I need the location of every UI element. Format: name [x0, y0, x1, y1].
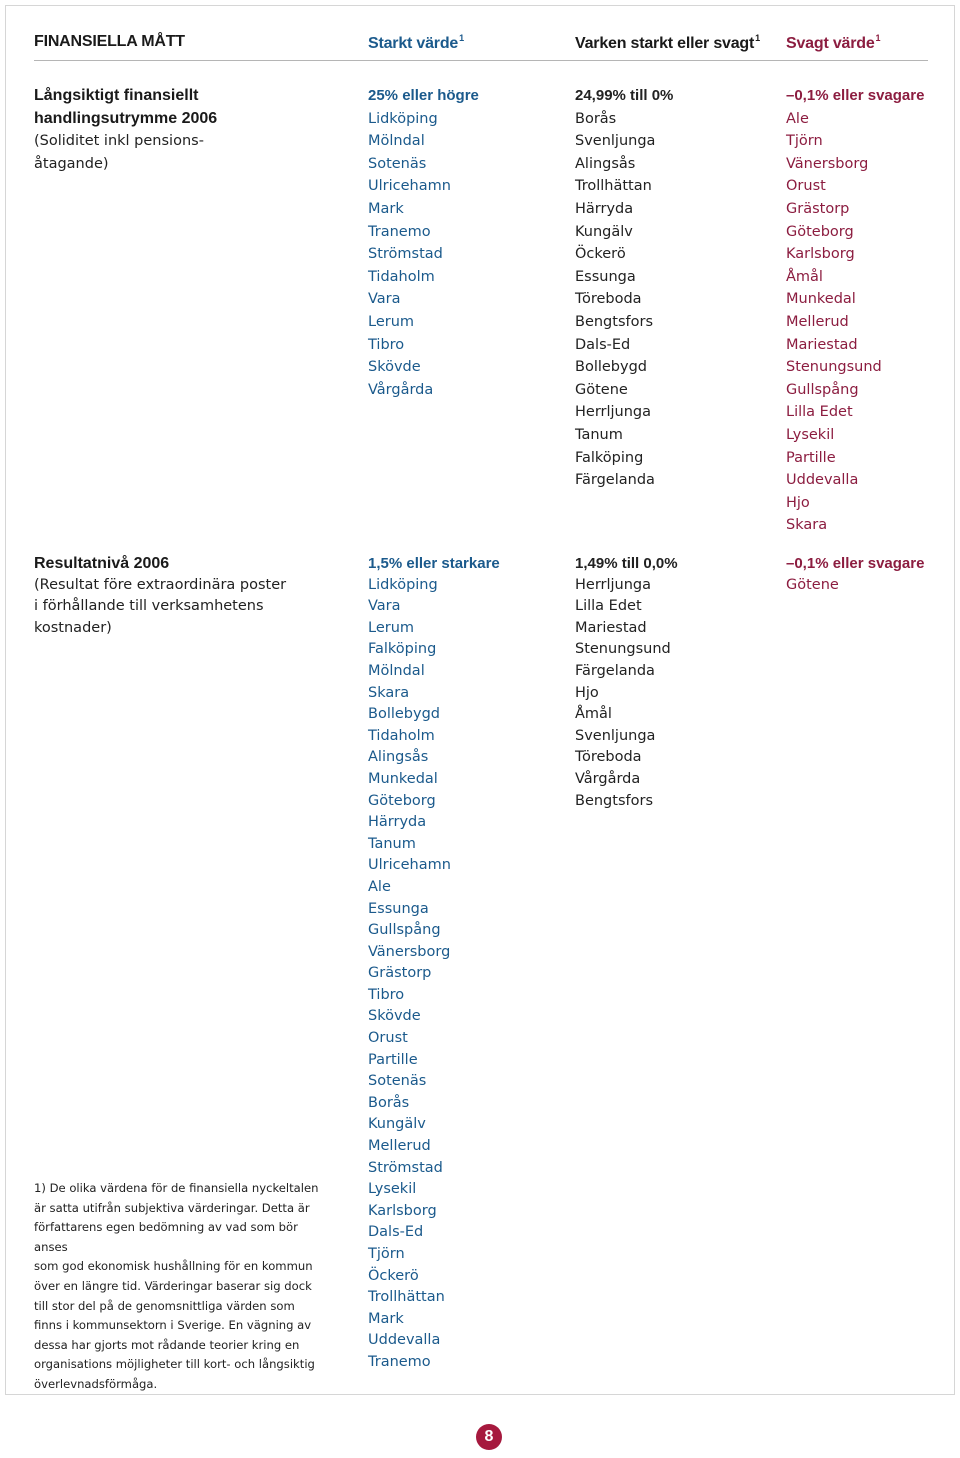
- municipality-item: Färgelanda: [575, 662, 655, 679]
- municipality-item: Karlsborg: [368, 1202, 437, 1219]
- header-weak-value: Svagt värde$^1$: [786, 33, 881, 52]
- municipality-item: Öckerö: [575, 246, 626, 263]
- municipality-item: Sotenäs: [368, 1073, 427, 1090]
- municipality-item: Stenungsund: [786, 359, 882, 376]
- section-2-title: Resultatnivå 2006: [34, 555, 170, 572]
- municipality-item: Töreboda: [575, 291, 642, 308]
- municipality-item: Göteborg: [368, 792, 436, 809]
- column-heading: 1,5% eller starkare: [368, 555, 500, 572]
- municipality-item: Essunga: [368, 900, 429, 917]
- municipality-item: Skara: [786, 517, 828, 534]
- municipality-item: Göteborg: [786, 223, 854, 240]
- municipality-item: Mariestad: [786, 336, 858, 353]
- municipality-item: Orust: [786, 178, 826, 195]
- header-neutral-value: Varken starkt eller svagt$^1$: [575, 33, 760, 52]
- footnote: 1) De olika värdena för de finansiella nyckeltalen är satta utifrån subjektiva värderingar. Detta är författarens egen bedömning av vad som bör anses som god ekonomisk hushållning för en kommun över en längre tid. Värderingar baserar sig dock till stor del på de genomsnittliga värden som finns i kommunsektorn i Sverige. En vägning av dessa har gjorts mot rådande teorier kring en organisations möjligheter till kort- och långsiktig överlevnadsförmåga.: [34, 1181, 319, 1391]
- header-title: FINANSIELLA MÅTT: [34, 33, 185, 50]
- municipality-item: Mark: [368, 1310, 404, 1327]
- section-1-neutral-list: [575, 85, 673, 492]
- page-number-badge: 8: [476, 1424, 502, 1450]
- section-2-neutral-list: [575, 553, 678, 812]
- municipality-item: Uddevalla: [786, 472, 859, 489]
- section-2-strong-list: [368, 553, 500, 1374]
- municipality-item: Svenljunga: [575, 727, 656, 744]
- header-divider: [34, 60, 928, 61]
- municipality-item: Töreboda: [575, 749, 642, 766]
- municipality-item: Skara: [368, 684, 410, 701]
- section-2-description: (Resultat före extraordinära poster i förhållande till verksamhetens kostnader): [34, 576, 287, 636]
- municipality-item: Hjo: [575, 684, 599, 701]
- municipality-item: Trollhättan: [575, 178, 652, 195]
- municipality-item: Vara: [368, 291, 401, 308]
- column-heading: –0,1% eller svagare: [786, 87, 925, 104]
- municipality-item: Mölndal: [368, 662, 425, 679]
- municipality-item: Vänersborg: [786, 155, 869, 172]
- section-2-weak-list: [786, 553, 924, 596]
- municipality-item: Orust: [368, 1030, 408, 1047]
- municipality-item: Tidaholm: [368, 727, 435, 744]
- municipality-item: Alingsås: [368, 749, 429, 766]
- municipality-item: Lysekil: [786, 426, 835, 443]
- section-1-description: (Soliditet inkl pensions- åtagande): [34, 133, 204, 172]
- municipality-item: Herrljunga: [575, 404, 652, 421]
- municipality-item: Partille: [368, 1051, 418, 1068]
- municipality-item: Åmål: [575, 706, 612, 723]
- municipality-item: Herrljunga: [575, 576, 652, 593]
- municipality-item: Öckerö: [368, 1267, 419, 1284]
- municipality-item: Grästorp: [786, 200, 850, 217]
- municipality-item: Gullspång: [368, 922, 441, 939]
- municipality-item: Ulricehamn: [368, 857, 451, 874]
- municipality-item: Strömstad: [368, 1159, 443, 1176]
- municipality-item: Uddevalla: [368, 1332, 441, 1349]
- municipality-item: Mellerud: [368, 1138, 431, 1155]
- municipality-item: Bollebygd: [368, 706, 440, 723]
- municipality-item: Götene: [786, 576, 839, 593]
- municipality-item: Lysekil: [368, 1181, 417, 1198]
- municipality-item: Sotenäs: [368, 155, 427, 172]
- municipality-item: Färgelanda: [575, 472, 655, 489]
- municipality-item: Lidköping: [368, 576, 438, 593]
- municipality-item: Grästorp: [368, 965, 432, 982]
- header-strong-value: Starkt värde$^1$: [368, 33, 464, 52]
- municipality-item: Borås: [368, 1094, 410, 1111]
- municipality-item: Vänersborg: [368, 943, 451, 960]
- column-heading: 1,49% till 0,0%: [575, 555, 678, 572]
- municipality-item: Ale: [786, 110, 809, 127]
- municipality-item: Lerum: [368, 619, 415, 636]
- municipality-item: Lilla Edet: [575, 598, 642, 615]
- municipality-item: Skövde: [368, 359, 421, 376]
- municipality-item: Strömstad: [368, 246, 443, 263]
- municipality-item: Tidaholm: [368, 268, 435, 285]
- municipality-item: Ulricehamn: [368, 178, 451, 195]
- municipality-item: Tranemo: [368, 1353, 431, 1370]
- municipality-item: Tibro: [368, 336, 405, 353]
- section-1-strong-list: [368, 85, 479, 401]
- municipality-item: Härryda: [575, 200, 634, 217]
- section-2-label: [34, 553, 286, 639]
- municipality-item: Vårgårda: [368, 381, 434, 398]
- municipality-item: Lerum: [368, 313, 415, 330]
- column-heading: –0,1% eller svagare: [786, 555, 925, 572]
- municipality-item: Ale: [368, 878, 391, 895]
- municipality-item: Mölndal: [368, 133, 425, 150]
- municipality-item: Åmål: [786, 268, 823, 285]
- municipality-item: Alingsås: [575, 155, 636, 172]
- municipality-item: Trollhättan: [368, 1289, 445, 1306]
- municipality-item: Munkedal: [368, 770, 438, 787]
- municipality-item: Kungälv: [368, 1116, 426, 1133]
- municipality-item: Tjörn: [368, 1246, 405, 1262]
- municipality-item: Mellerud: [786, 313, 849, 330]
- municipality-item: Bengtsfors: [575, 313, 653, 330]
- municipality-item: Svenljunga: [575, 133, 656, 150]
- municipality-item: Karlsborg: [786, 246, 855, 263]
- municipality-item: Vårgårda: [575, 770, 641, 787]
- section-1-title: Långsiktigt finansiellt handlingsutrymme 2006: [34, 87, 218, 127]
- municipality-item: Bengtsfors: [575, 792, 653, 809]
- municipality-item: Lidköping: [368, 110, 438, 127]
- column-heading: 25% eller högre: [368, 87, 479, 104]
- municipality-item: Tranemo: [368, 223, 431, 240]
- section-1-weak-list: [786, 85, 924, 537]
- municipality-item: Tjörn: [786, 133, 823, 150]
- municipality-item: Tanum: [368, 835, 416, 852]
- municipality-item: Dals-Ed: [368, 1224, 424, 1241]
- municipality-item: Falköping: [575, 449, 644, 466]
- municipality-item: Gullspång: [786, 381, 859, 398]
- municipality-item: Götene: [575, 381, 628, 398]
- municipality-item: Mark: [368, 200, 404, 217]
- municipality-item: Hjo: [786, 494, 810, 511]
- municipality-item: Lilla Edet: [786, 404, 853, 421]
- municipality-item: Dals-Ed: [575, 336, 631, 353]
- municipality-item: Tanum: [575, 426, 623, 443]
- section-1-label: [34, 85, 217, 175]
- municipality-item: Essunga: [575, 268, 636, 285]
- municipality-item: Härryda: [368, 814, 427, 831]
- municipality-item: Skövde: [368, 1008, 421, 1025]
- municipality-item: Munkedal: [786, 291, 856, 308]
- municipality-item: Kungälv: [575, 223, 633, 240]
- municipality-item: Stenungsund: [575, 641, 671, 658]
- municipality-item: Mariestad: [575, 619, 647, 636]
- municipality-item: Falköping: [368, 641, 437, 658]
- municipality-item: Borås: [575, 110, 617, 127]
- municipality-item: Tibro: [368, 986, 405, 1003]
- municipality-item: Bollebygd: [575, 359, 647, 376]
- municipality-item: Partille: [786, 449, 836, 466]
- column-heading: 24,99% till 0%: [575, 87, 674, 104]
- municipality-item: Vara: [368, 598, 401, 615]
